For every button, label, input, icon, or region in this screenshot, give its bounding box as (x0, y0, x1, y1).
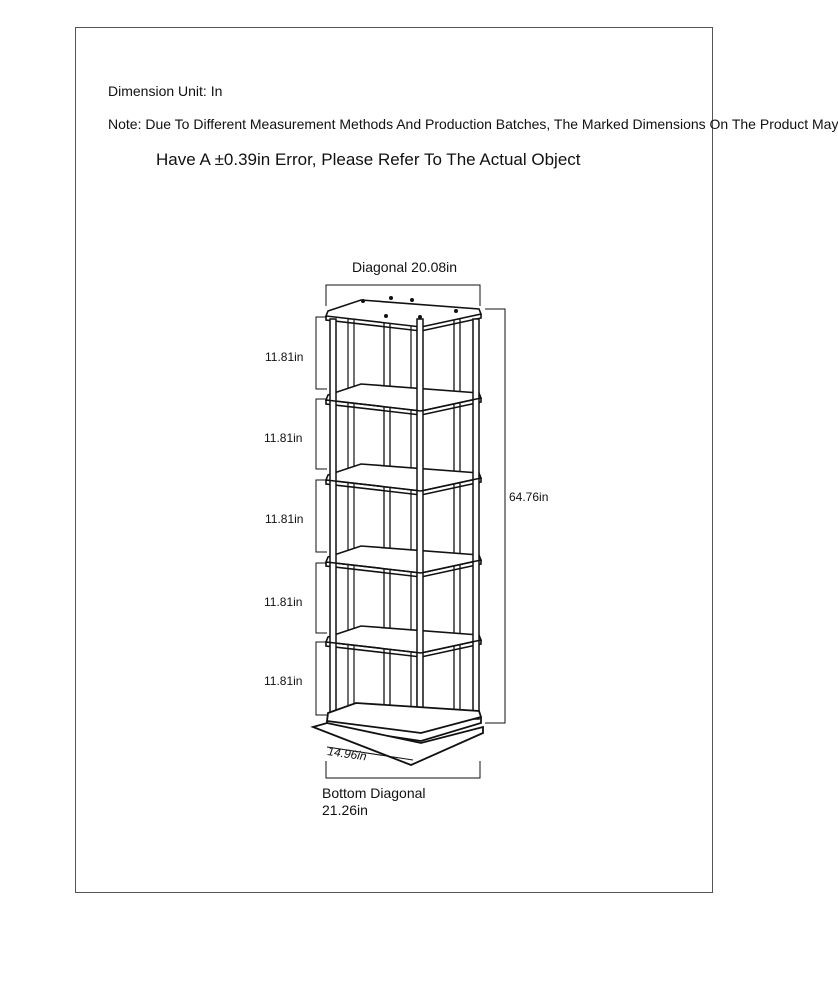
screw-hole (384, 314, 388, 318)
total-height-label: 64.76in (509, 490, 549, 504)
screw-hole (410, 298, 414, 302)
base-side-label: 14.96in (326, 744, 368, 764)
bottom-diagonal-value: 21.26in (322, 802, 368, 818)
middle-post (454, 319, 460, 719)
front-post (473, 319, 479, 719)
dimension-unit-label: Dimension Unit: In (108, 83, 223, 99)
tier-height-label: 11.81in (265, 512, 304, 526)
bottom-diagonal-label: Bottom Diagonal (322, 785, 426, 801)
spec-sheet (75, 27, 838, 893)
measurement-note: Note: Due To Different Measurement Methods And Production Batches, The Marked Dimensions On The Product May (108, 116, 838, 132)
front-post (417, 319, 423, 719)
tier-height-label: 11.81in (264, 595, 303, 609)
bottom-diagonal-dimension (326, 761, 480, 778)
shelf-dimension-diagram (76, 28, 714, 894)
tier-height-label: 11.81in (264, 431, 303, 445)
back-post (348, 319, 354, 715)
screw-hole (418, 315, 422, 319)
tier-height-label: 11.81in (265, 350, 304, 364)
top-diagonal-label: Diagonal 20.08in (352, 259, 458, 275)
front-post (330, 319, 336, 719)
screw-hole (361, 299, 365, 303)
error-tolerance-note: Have A ±0.39in Error, Please Refer To The Actual Object (156, 150, 581, 169)
tier-height-label: 11.81in (264, 674, 303, 688)
screw-hole (454, 309, 458, 313)
middle-post (384, 319, 390, 719)
tier-height-dimensions (316, 317, 327, 715)
rotating-bookshelf-drawing (313, 296, 483, 765)
screw-hole (389, 296, 393, 300)
total-height-dimension (485, 309, 505, 723)
